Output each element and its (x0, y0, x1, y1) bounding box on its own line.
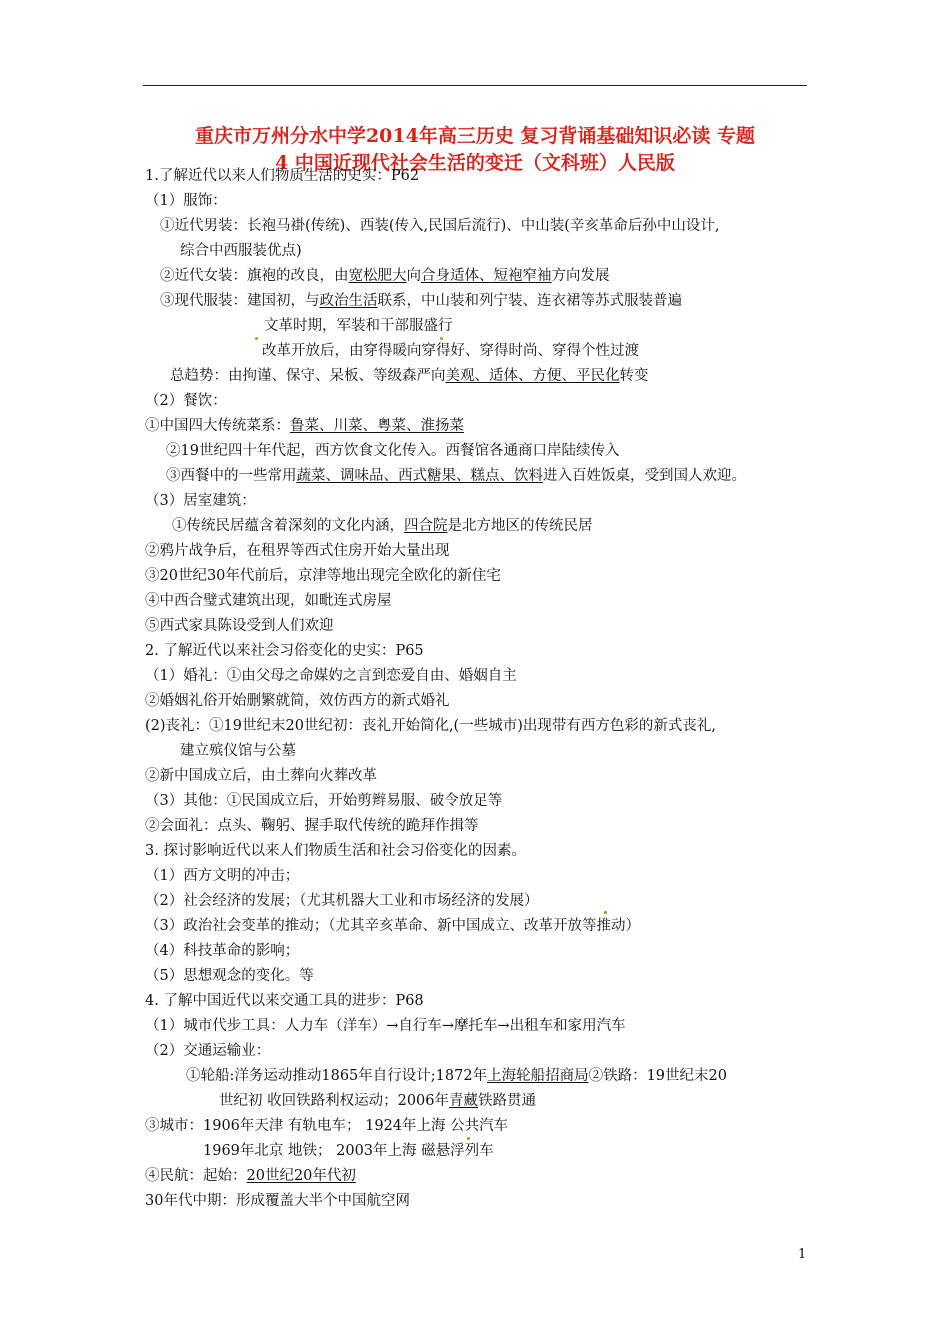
text-line (145, 790, 502, 812)
text-segment: 4. 了解中国近代以来交通工具的进步：P68 (145, 993, 424, 1009)
text-line (145, 690, 450, 712)
text-line (262, 340, 639, 362)
text-segment: ④中西合璧式建筑出现，如毗连式房屋 (145, 593, 392, 609)
text-line (145, 965, 314, 987)
underlined-term: 美观、适体、方便、平民化 (445, 368, 620, 384)
text-segment: 建立殡仪馆与公墓 (180, 743, 296, 759)
text-line (145, 1165, 356, 1187)
text-line (160, 290, 682, 312)
text-segment: ①近代男装：长袍马褂(传统)、西装(传入,民国后流行)、中山装(辛亥革命后孙中山设计, (160, 218, 720, 234)
text-line (145, 915, 640, 937)
text-line (145, 715, 716, 737)
text-segment: 转变 (619, 368, 649, 384)
text-line (145, 1115, 508, 1137)
text-line (203, 1140, 494, 1162)
text-segment: （3）政治社会变革的推动；（尤其辛亥革命、新中国成立、改革开放等推动） (145, 918, 640, 934)
text-segment: （3）居室建筑： (145, 493, 256, 509)
underlined-term: 青藏 (449, 1093, 479, 1109)
text-line (145, 840, 526, 862)
text-segment: ⑤西式家具陈设受到人们欢迎 (145, 618, 334, 634)
text-segment: 文革时期，军装和干部服盛行 (264, 318, 453, 334)
text-line (145, 415, 464, 437)
text-segment: 综合中西服装优点) (180, 243, 302, 259)
underlined-term: 上海轮船招商局 (487, 1068, 589, 1084)
text-segment: （1）婚礼：①由父母之命媒妁之言到恋爱自由、婚姻自主 (145, 668, 517, 684)
text-line (145, 765, 377, 787)
text-segment: (2)丧礼：①19世纪末20世纪初：丧礼开始简化,(一些城市)出现带有西方色彩的新式丧礼, (145, 718, 716, 734)
text-segment: （1）西方文明的冲击； (145, 868, 300, 884)
text-segment: ②鸦片战争后，在租界等西式住房开始大量出现 (145, 543, 450, 559)
text-segment: ②19世纪四十年代起，西方饮食文化传入。西餐馆各通商口岸陆续传入 (166, 443, 620, 459)
text-line (264, 315, 453, 337)
text-line (160, 265, 610, 287)
text-segment: ③西餐中的一些常用 (166, 468, 297, 484)
text-line (145, 540, 450, 562)
text-segment: ①中国四大传统菜系： (145, 418, 290, 434)
text-line (145, 640, 424, 662)
underlined-term: 政治生活 (319, 293, 378, 309)
text-line (219, 1090, 536, 1112)
text-line (145, 390, 227, 412)
text-line (145, 490, 256, 512)
text-line (145, 590, 392, 612)
text-line (145, 1190, 410, 1212)
text-segment: ①轮船:洋务运动推动1865年自行设计;1872年 (186, 1068, 488, 1084)
text-segment: （4）科技革命的影响； (145, 943, 300, 959)
text-line (145, 815, 479, 837)
text-line (145, 865, 299, 887)
text-line (145, 615, 334, 637)
text-segment: 3. 探讨影响近代以来人们物质生活和社会习俗变化的因素。 (145, 843, 526, 859)
underlined-term: 宽松肥大 (348, 268, 407, 284)
text-line (166, 465, 746, 487)
text-segment: （3）其他：①民国成立后，开始剪辫易服、破令放足等 (145, 793, 503, 809)
header-rule (143, 85, 807, 86)
stray-mark (467, 1137, 470, 1140)
text-line (160, 215, 720, 237)
stray-mark (604, 911, 607, 914)
text-segment: ③现代服装：建国初，与 (160, 293, 320, 309)
text-segment: 是北方地区的传统民居 (447, 518, 593, 534)
text-segment: 改革开放后，由穿得暖向穿得好、穿得时尚、穿得个性过渡 (262, 343, 639, 359)
text-segment: 铁路贯通 (478, 1093, 537, 1109)
text-segment: （2）社会经济的发展；（尤其机器大工业和市场经济的发展） (145, 893, 539, 909)
text-segment: （2）餐饮： (145, 393, 227, 409)
text-segment: 向 (406, 268, 421, 284)
text-segment: 联系，中山装和列宁装、连衣裙等苏式服装普遍 (377, 293, 682, 309)
text-segment: 1969年北京 地铁； 2003年上海 磁悬浮列车 (203, 1143, 494, 1159)
text-segment: ②婚姻礼俗开始删繁就简，效仿西方的新式婚礼 (145, 693, 450, 709)
text-line (145, 665, 517, 687)
text-line (145, 890, 538, 912)
text-segment: 30年代中期：形成覆盖大半个中国航空网 (145, 1193, 410, 1209)
page-number: 1 (798, 1247, 807, 1262)
text-segment: ④民航：起始： (145, 1168, 247, 1184)
stray-mark (255, 337, 258, 340)
text-segment: ②新中国成立后，由土葬向火葬改革 (145, 768, 377, 784)
text-line (145, 940, 299, 962)
underlined-term: 合身适体、短袍窄袖 (421, 268, 552, 284)
text-segment: ②近代女装：旗袍的改良，由 (160, 268, 349, 284)
text-line (166, 440, 619, 462)
text-segment: （1）服饰： (145, 193, 227, 209)
underlined-term: 鲁菜、川菜、粤菜、淮扬菜 (290, 418, 464, 434)
text-segment: ②铁路：19世纪末20 (588, 1068, 727, 1084)
text-segment: ②会面礼：点头、鞠躬、握手取代传统的跪拜作揖等 (145, 818, 479, 834)
text-line (170, 365, 649, 387)
text-segment: 进入百姓饭桌，受到国人欢迎。 (543, 468, 746, 484)
text-segment: ③城市：1906年天津 有轨电车； 1924年上海 公共汽车 (145, 1118, 509, 1134)
underlined-term: 四合院 (404, 518, 448, 534)
text-line (145, 165, 419, 187)
text-line (145, 1015, 626, 1037)
text-segment: 2. 了解近代以来社会习俗变化的史实：P65 (145, 643, 424, 659)
text-line (180, 240, 302, 262)
text-segment: （5）思想观念的变化。等 (145, 968, 314, 984)
text-line (145, 990, 424, 1012)
text-line (145, 1040, 270, 1062)
stray-mark (440, 337, 443, 340)
text-segment: 1.了解近代以来人们物质生活的史实：P62 (145, 168, 420, 184)
text-line (172, 515, 593, 537)
underlined-term: 蔬菜、调味品、西式糖果、糕点、饮料 (296, 468, 543, 484)
text-segment: 世纪初 收回铁路利权运动；2006年 (219, 1093, 450, 1109)
text-line (145, 565, 501, 587)
underlined-term: 20世纪20年代初 (246, 1168, 356, 1184)
text-segment: 方向发展 (551, 268, 610, 284)
text-line (145, 190, 227, 212)
text-segment: ③20世纪30年代前后，京津等地出现完全欧化的新住宅 (145, 568, 501, 584)
text-segment: ①传统民居蕴含着深刻的文化内涵， (172, 518, 404, 534)
text-segment: （1）城市代步工具：人力车（洋车）→自行车→摩托车→出租车和家用汽车 (145, 1018, 626, 1034)
text-segment: 总趋势：由拘谨、保守、呆板、等级森严向 (170, 368, 446, 384)
document-title-line-2: 4 中国近现代社会生活的变迁（文科班）人民版 (275, 152, 675, 174)
document-title-line-1: 重庆市万州分水中学2014年高三历史 复习背诵基础知识必读 专题 (194, 125, 756, 147)
text-line (186, 1065, 727, 1087)
text-segment: （2）交通运输业： (145, 1043, 271, 1059)
text-line (180, 740, 296, 762)
